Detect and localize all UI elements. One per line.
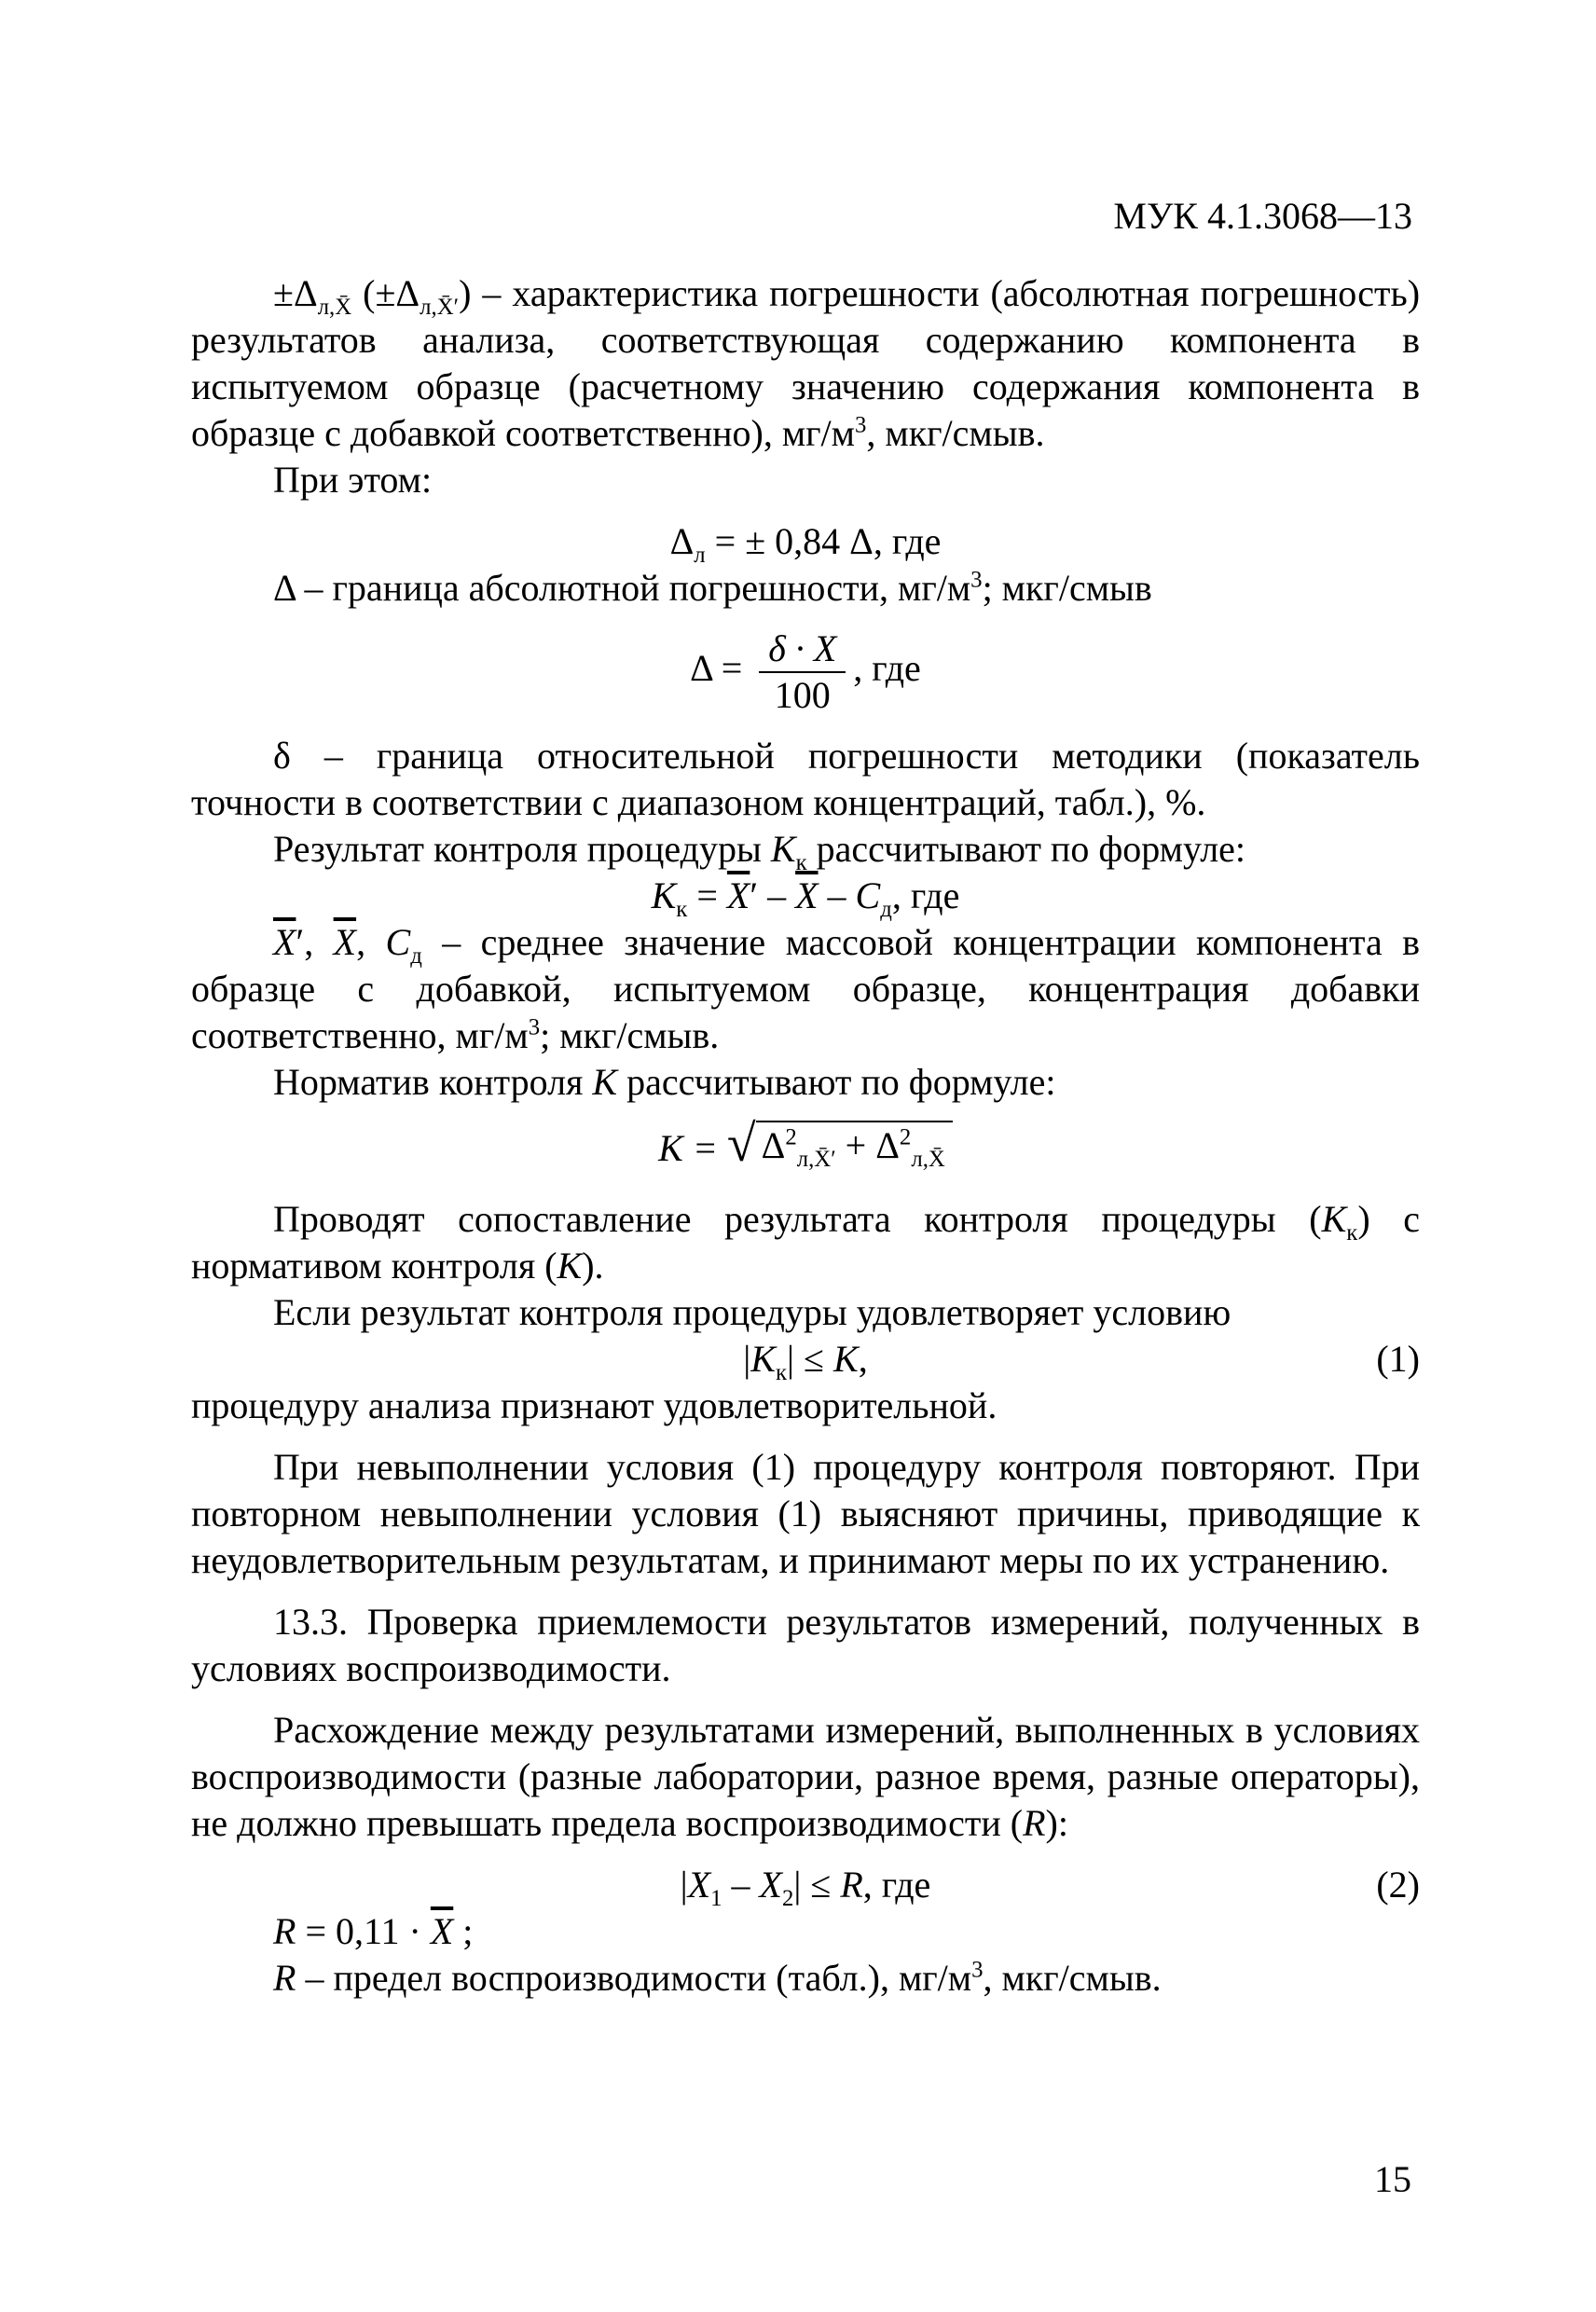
r-definition: R – предел воспроизводимости (табл.), $мг/м^3$, мкг/смыв. [273,1957,1162,1999]
repeat-paragraph: При невыполнении условия (1) процедуру контроля повторяют. При повторном невыполнении условия (1) выясняют причины, приводящие к неудовлетворительным результатам, и принимают меры по их устранению. [191,1446,1420,1581]
page-content [191,270,1420,2002]
k-intro: Норматив контроля K рассчитывают по формуле: [273,1061,1056,1103]
section-13-3: 13.3. Проверка приемлемости результатов измерений, полученных в условиях воспроизводимости. [191,1601,1420,1689]
pri-etom-line: При этом: [273,459,433,501]
square-root: √ $\Delta^2_{л,X̄'} + \Delta^2_{л,X̄}$ [727,1121,953,1167]
document-code: МУК 4.1.3068—13 [1113,195,1412,237]
condition-intro: Если результат контроля процедуры удовлетворяет условию [273,1291,1231,1333]
formula-delta: Δ = $\frac{\delta \cdot X}{100}$ , где [690,627,921,716]
delta-definition: $\pm\Delta_{л,X̄}$ $(\pm\Delta_{л,X̄'})$ – характеристика погрешности (абсолютная погрешность) результатов анализа, соответствующая содержанию компонента в испытуемом образце (расчетному значению содержания компонента в образце с добавкой соответственно), $мг/м^3$, мкг/смыв. [191,272,1421,454]
discrepancy-paragraph: Расхождение между результатами измерений, выполненных в условиях воспроизводимости (разные лаборатории, разное время, разные операторы), не должно превышать предела воспроизводимости (R): [191,1709,1420,1844]
kk-variables-definition: $\overline{X}'$, $\overline{X}$, $C_д$ – среднее значение массовой концентрации компонента в образце с добавкой, испытуемом образце, концентрация добавки соответственно, $мг/м^3$; мкг/смыв. [191,921,1421,1056]
formula-k: K = √ $\Delta^2_{л,X̄'} + \Delta^2_{л,X̄}$ [191,1121,1420,1172]
relative-error-definition: δ – граница относительной погрешности методики (показатель точности в соответствии с диапазоном концентраций, табл.), %. [191,735,1420,823]
page-number: 15 [1374,2158,1411,2200]
formula-kk: $K_к = \overline{X}' - \overline{X} - C_д$, где [651,874,960,922]
comparison-paragraph: Проводят сопоставление результата контроля процедуры $(K_к)$ с нормативом контроля (K). [191,1198,1420,1287]
r-formula: $R = 0,11 \cdot \overline{X}$ ; [273,1910,474,1952]
formula-delta-l: $\Delta_л$ = ± 0,84 Δ, где [669,520,942,568]
fraction: $\frac{\delta \cdot X}{100}$ [759,626,846,718]
formula-1: $|K_к| \le K$, (1) [743,1338,1420,1385]
formula-2: $|X_1 - X_2| \le R$, где (2) [680,1864,1420,1911]
accepted-line: процедуру анализа признают удовлетворительной. [191,1384,998,1426]
equation-number-2: (2) [1376,1864,1420,1906]
delta-bound-definition: Δ – граница абсолютной погрешности, $мг/м^3$; мкг/смыв [273,567,1152,609]
equation-number-1: (1) [1376,1338,1420,1380]
kk-intro: Результат контроля процедуры $K_к$ рассчитывают по формуле: [273,828,1246,875]
